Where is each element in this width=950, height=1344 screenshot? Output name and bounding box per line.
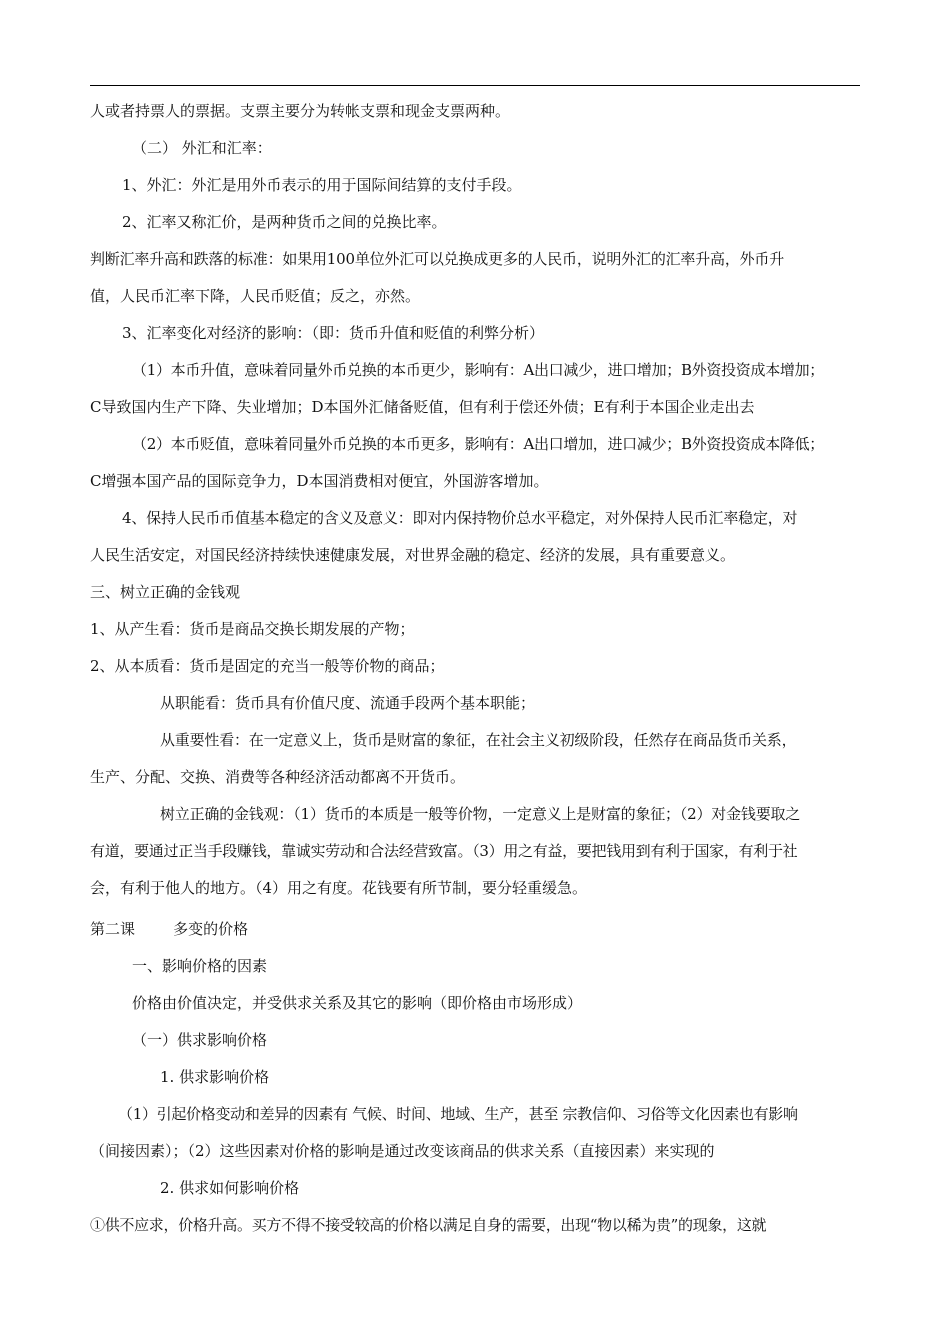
text-line: 值，人民币汇率下降，人民币贬值；反之，亦然。 [90, 287, 421, 305]
text-line: 会，有利于他人的地方。（4）用之有度。花钱要有所节制，要分轻重缓急。 [90, 879, 588, 897]
text-line: C导致国内生产下降、失业增加；D本国外汇储备贬值，但有利于偿还外债；E有利于本国企业走出去 [90, 398, 755, 416]
text-line: 4、保持人民币币值基本稳定的含义及意义：即对内保持物价总水平稳定，对外保持人民币汇率稳定，对 [122, 509, 798, 527]
section-heading: 一、影响价格的因素 [132, 957, 268, 975]
text-line: C增强本国产品的国际竞争力，D本国消费相对便宜，外国游客增加。 [90, 472, 549, 490]
subsection-heading: 2. 供求如何影响价格 [160, 1179, 300, 1197]
lesson-heading: 第二课 多变的价格 [90, 920, 249, 938]
text-line: 树立正确的金钱观：（1）货币的本质是一般等价物，一定意义上是财富的象征；（2）对金钱要取之 [160, 805, 801, 823]
text-line: （2）本币贬值，意味着同量外币兑换的本币更多，影响有：A出口增加，进口减少；B外资投资成本降低； [132, 435, 825, 453]
section-heading: （一）供求影响价格 [132, 1031, 268, 1049]
text-line: 从重要性看：在一定意义上，货币是财富的象征，在社会主义初级阶段，任然存在商品货币关系， [160, 731, 797, 749]
text-line: 生产、分配、交换、消费等各种经济活动都离不开货币。 [90, 768, 466, 786]
text-line: 3、汇率变化对经济的影响：（即：货币升值和贬值的利弊分析） [122, 324, 545, 342]
text-line: 从职能看：货币具有价值尺度、流通手段两个基本职能； [160, 694, 536, 712]
text-line: 1、外汇：外汇是用外币表示的用于国际间结算的支付手段。 [122, 176, 522, 194]
text-line: ①供不应求，价格升高。买方不得不接受较高的价格以满足自身的需要，出现“物以稀为贵”的现象，这就 [90, 1216, 767, 1234]
text-line: 1、从产生看：货币是商品交换长期发展的产物； [90, 620, 415, 638]
header-rule [90, 85, 860, 86]
text-line: 人或者持票人的票据。支票主要分为转帐支票和现金支票两种。 [90, 102, 511, 120]
text-line: 价格由价值决定，并受供求关系及其它的影响（即价格由市场形成） [132, 994, 583, 1012]
text-line: 2、汇率又称汇价，是两种货币之间的兑换比率。 [122, 213, 447, 231]
text-line: （1）本币升值，意味着同量外币兑换的本币更少，影响有：A出口减少，进口增加；B外资投资成本增加； [132, 361, 825, 379]
text-line: （间接因素）；（2）这些因素对价格的影响是通过改变该商品的供求关系（直接因素）来实现的 [90, 1142, 715, 1160]
text-line: 2、从本质看：货币是固定的充当一般等价物的商品； [90, 657, 445, 675]
section-heading: （二） 外汇和汇率： [132, 139, 272, 157]
text-line: 有道，要通过正当手段赚钱，靠诚实劳动和合法经营致富。（3）用之有益，要把钱用到有利于国家，有利于社 [90, 842, 798, 860]
text-line: （1）引起价格变动和差异的因素有 气候、时间、地域、生产，甚至 宗教信仰、习俗等文化因素也有影响 [118, 1105, 798, 1123]
text-line: 判断汇率升高和跌落的标准：如果用100单位外汇可以兑换成更多的人民币，说明外汇的汇率升高，外币升 [90, 250, 785, 268]
section-heading: 三、树立正确的金钱观 [90, 583, 241, 601]
text-line: 人民生活安定，对国民经济持续快速健康发展，对世界金融的稳定、经济的发展，具有重要意义。 [90, 546, 736, 564]
subsection-heading: 1. 供求影响价格 [160, 1068, 270, 1086]
